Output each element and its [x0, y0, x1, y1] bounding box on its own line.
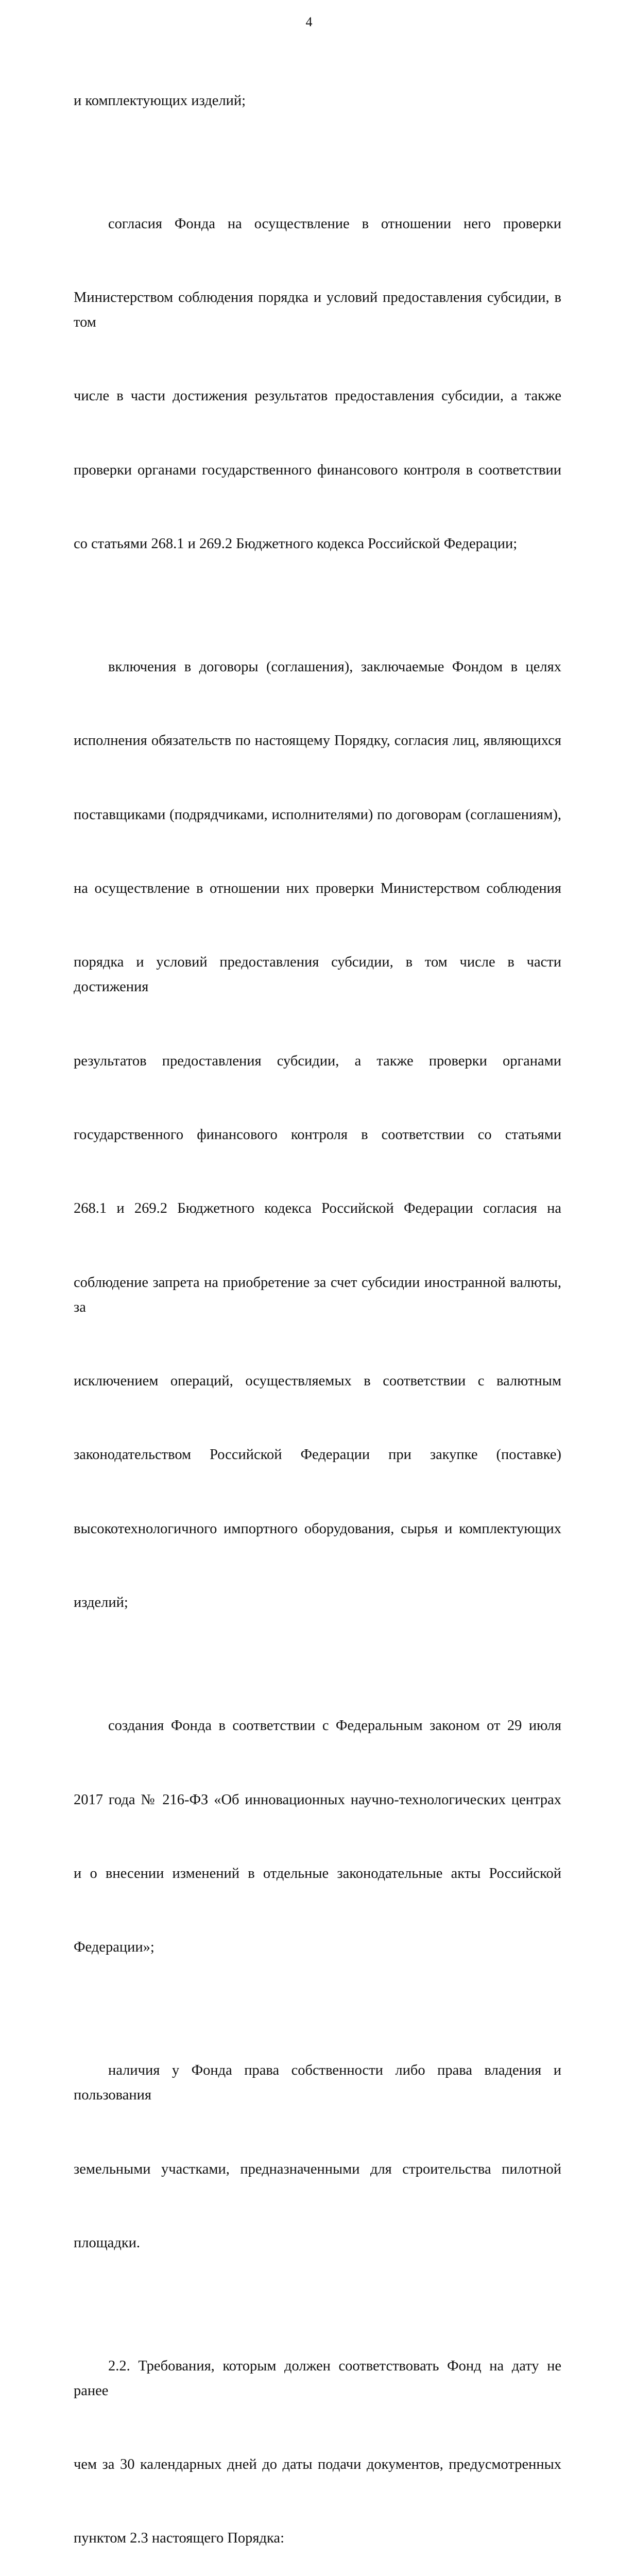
text-line: создания Фонда в соответствии с Федеральным законом от 29 июля: [108, 1718, 561, 1734]
text-line: земельными участками, предназначенными для строительства пилотной: [74, 2161, 561, 2177]
text-line: законодательством Российской Федерации при закупке (поставке): [74, 1447, 561, 1463]
text-line: числе в части достижения результатов предоставления субсидии, а также: [74, 388, 561, 404]
text-line: поставщиками (подрядчиками, исполнителями) по договорам (соглашениям),: [74, 806, 561, 823]
text-line: соблюдение запрета на приобретение за счет субсидии иностранной валюты, за: [74, 1274, 565, 1315]
paragraph-fund-creation: [74, 1665, 561, 2009]
text-line: площадки.: [74, 2234, 141, 2251]
paragraph-section-2-2: [74, 2304, 565, 2576]
paragraph-land-rights: [74, 2009, 565, 2305]
page-number: 4: [305, 14, 313, 29]
text-line: чем за 30 календарных дней до даты подачи документов, предусмотренных: [74, 2456, 561, 2473]
text-line: включения в договоры (соглашения), заключаемые Фондом в целях: [108, 658, 561, 675]
text-line: со статьями 268.1 и 269.2 Бюджетного кодекса Российской Федерации;: [74, 535, 518, 552]
text-line: исключением операций, осуществляемых в соответствии с валютным: [74, 1373, 561, 1389]
document-body: [74, 39, 565, 2576]
text-line: и о внесении изменений в отдельные законодательные акты Российской: [74, 1865, 561, 1882]
text-line: высокотехнологичного импортного оборудования, сырья и комплектующих: [74, 1520, 561, 1537]
text-line: исполнения обязательств по настоящему Порядку, согласия лиц, являющихся: [74, 733, 561, 749]
text-line: изделий;: [74, 1595, 128, 1611]
text-line: государственного финансового контроля в соответствии со статьями: [74, 1127, 561, 1143]
text-line: пунктом 2.3 настоящего Порядка:: [74, 2530, 284, 2547]
text-line: наличия у Фонда права собственности либо права владения и пользования: [74, 2062, 565, 2104]
text-line: согласия Фонда на осуществление в отношении него проверки: [108, 215, 561, 232]
paragraph-fund-consent-check: [74, 162, 565, 605]
text-line: Федерации»;: [74, 1939, 154, 1956]
text-line: 2.2. Требования, которым должен соответствовать Фонд на дату не ранее: [74, 2358, 565, 2399]
paragraph-contracts-inclusion: [74, 605, 565, 1664]
paragraph-continuation: [74, 39, 561, 162]
text-line: 268.1 и 269.2 Бюджетного кодекса Российской Федерации согласия на: [74, 1200, 561, 1217]
text-line: проверки органами государственного финансового контроля в соответствии: [74, 462, 561, 478]
text-line: на осуществление в отношении них проверки Министерством соблюдения: [74, 880, 561, 897]
text-line: Министерством соблюдения порядка и условий предоставления субсидии, в том: [74, 289, 565, 330]
text-line: результатов предоставления субсидии, а также проверки органами: [74, 1053, 561, 1069]
text-line: 2017 года № 216-ФЗ «Об инновационных научно-технологических центрах: [74, 1791, 561, 1808]
text-line: порядка и условий предоставления субсидии, в том числе в части достижения: [74, 954, 565, 995]
text-line: и комплектующих изделий;: [74, 92, 246, 109]
